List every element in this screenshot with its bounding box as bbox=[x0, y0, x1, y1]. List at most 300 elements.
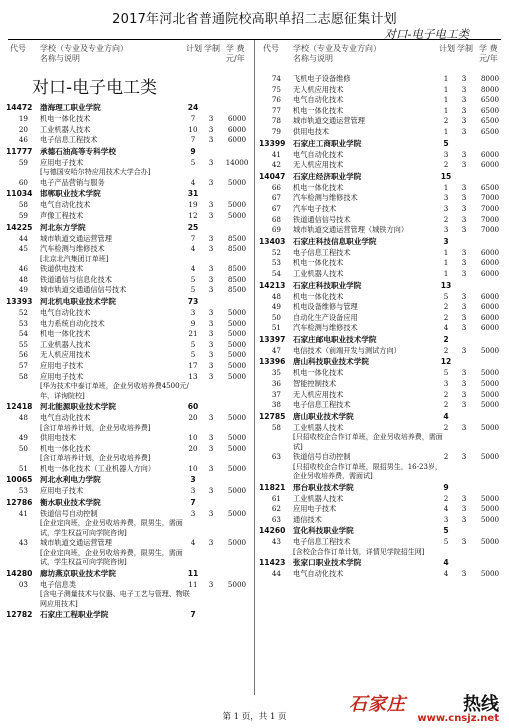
major-row bbox=[263, 313, 503, 324]
major-fee: 5000 bbox=[480, 379, 500, 389]
entry-note: [企业定向班，企业另收培养费，限男生，需面试，学生权益可向学院咨询] bbox=[40, 548, 183, 567]
major-name: 自动化生产设备应用 bbox=[293, 312, 358, 322]
major-row bbox=[10, 285, 250, 296]
major-years: 3 bbox=[461, 504, 467, 514]
major-name: 工业机器人技术 bbox=[293, 493, 344, 503]
major-code: 58 bbox=[18, 200, 28, 210]
major-name: 机电一体化技术 bbox=[293, 105, 344, 115]
major-fee: 5000 bbox=[227, 339, 247, 349]
school-name: 宣化科技职业学院 bbox=[293, 526, 354, 536]
header-fee-line1: 学 费 bbox=[226, 44, 245, 53]
major-plan: 4 bbox=[190, 177, 196, 187]
major-name: 机电一体化技术 bbox=[40, 443, 91, 453]
major-row bbox=[263, 569, 503, 580]
major-plan: 3 bbox=[443, 225, 449, 235]
major-name: 铁道信号自动控制 bbox=[40, 508, 98, 518]
major-name: 汽车检测与维修技术 bbox=[40, 244, 105, 254]
school-row bbox=[259, 280, 503, 292]
major-code: 76 bbox=[271, 95, 281, 105]
school-name: 石家庄工程职业学院 bbox=[40, 609, 109, 619]
major-fee: 5000 bbox=[227, 350, 247, 360]
major-row bbox=[10, 580, 250, 591]
school-plan: 31 bbox=[187, 189, 199, 199]
major-name: 供用电技术 bbox=[40, 432, 76, 442]
major-row bbox=[263, 537, 503, 548]
school-plan: 7 bbox=[190, 609, 196, 619]
major-years: 3 bbox=[461, 323, 467, 333]
major-name: 铁道供电技术 bbox=[40, 264, 84, 274]
school-plan: 9 bbox=[190, 146, 196, 156]
major-plan: 1 bbox=[443, 74, 449, 83]
major-name: 电气自动化技术 bbox=[40, 412, 91, 422]
school-row bbox=[6, 102, 250, 114]
header-school-line2: 名称与说明 bbox=[293, 54, 333, 63]
header-school-line1: 学校（专业及专业方向） bbox=[40, 44, 128, 53]
major-plan: 10 bbox=[188, 432, 198, 442]
left-column bbox=[6, 42, 250, 621]
major-row bbox=[10, 340, 250, 351]
major-fee: 6500 bbox=[480, 182, 500, 192]
header-plan: 计划 bbox=[439, 44, 455, 53]
school-row bbox=[6, 401, 250, 413]
major-code: 67 bbox=[271, 193, 281, 203]
major-years: 3 bbox=[208, 244, 214, 254]
major-years: 3 bbox=[461, 203, 467, 213]
school-name: 河北水利电力学院 bbox=[40, 475, 101, 485]
major-row bbox=[263, 225, 503, 236]
major-plan: 3 bbox=[443, 193, 449, 203]
major-code: 45 bbox=[18, 244, 28, 254]
watermark bbox=[349, 690, 499, 724]
major-years: 3 bbox=[461, 116, 467, 126]
major-years: 3 bbox=[208, 307, 214, 317]
major-name: 机电一体化技术 bbox=[40, 114, 91, 123]
school-name: 河北机电职业技术学院 bbox=[40, 296, 116, 306]
major-name: 无人机应用技术 bbox=[293, 84, 344, 94]
major-years: 3 bbox=[208, 463, 214, 473]
major-name: 机电一体化技术 bbox=[293, 291, 344, 301]
major-years: 3 bbox=[208, 350, 214, 360]
major-row bbox=[263, 248, 503, 259]
major-row bbox=[10, 244, 250, 255]
major-fee: 5000 bbox=[480, 368, 500, 378]
major-plan: 1 bbox=[443, 258, 449, 268]
major-fee: 7000 bbox=[480, 214, 500, 224]
column-divider bbox=[254, 40, 255, 695]
major-fee: 5000 bbox=[227, 200, 247, 210]
major-plan: 4 bbox=[190, 244, 196, 254]
major-fee: 5000 bbox=[227, 486, 247, 496]
entry-note: [含校企合作订单计划，详情见学院招生网] bbox=[293, 548, 425, 557]
school-name: 石家庄科技职业学院 bbox=[293, 280, 362, 290]
major-years: 3 bbox=[461, 345, 467, 355]
school-plan: 5 bbox=[443, 526, 449, 536]
major-name: 城市轨道交通运营管理 bbox=[40, 233, 112, 243]
major-fee: 5000 bbox=[480, 504, 500, 514]
major-plan: 13 bbox=[188, 371, 198, 381]
major-name: 城市轨道交通运营管理 bbox=[293, 116, 365, 126]
major-plan: 2 bbox=[443, 345, 449, 355]
major-row bbox=[10, 444, 250, 455]
major-fee: 7000 bbox=[480, 203, 500, 213]
major-years: 3 bbox=[461, 291, 467, 301]
entry-note: [企业定向班，企业另收培养费，限男生，需面试，学生权益可向学院咨询] bbox=[40, 519, 183, 537]
major-years: 3 bbox=[461, 258, 467, 268]
major-plan: 19 bbox=[188, 200, 198, 210]
right-rows bbox=[259, 74, 503, 580]
major-years: 3 bbox=[208, 285, 214, 295]
major-plan: 5 bbox=[190, 285, 196, 295]
school-plan: 3 bbox=[190, 475, 196, 485]
major-row bbox=[10, 234, 250, 245]
major-row bbox=[263, 400, 503, 411]
school-code: 11777 bbox=[6, 146, 33, 156]
major-years: 3 bbox=[461, 493, 467, 503]
major-code: 57 bbox=[18, 360, 28, 370]
major-code: 60 bbox=[18, 177, 28, 187]
major-name: 电信技术（前端开发与测试方向） bbox=[293, 345, 401, 355]
major-code: 49 bbox=[271, 302, 281, 312]
major-name: 飞机电子设备维修 bbox=[293, 74, 351, 83]
major-years: 3 bbox=[208, 274, 214, 284]
major-years: 3 bbox=[461, 452, 467, 462]
major-years: 3 bbox=[461, 422, 467, 432]
major-fee: 5000 bbox=[227, 463, 247, 473]
major-name: 工业机器人技术 bbox=[293, 422, 344, 432]
major-years: 3 bbox=[461, 74, 467, 83]
major-name: 无人机应用技术 bbox=[40, 350, 91, 360]
major-name: 电气自动化技术 bbox=[293, 569, 344, 579]
major-years: 3 bbox=[461, 514, 467, 524]
major-years: 3 bbox=[461, 268, 467, 278]
major-fee: 5000 bbox=[480, 569, 500, 579]
major-years: 3 bbox=[461, 379, 467, 389]
major-row bbox=[263, 204, 503, 215]
major-row bbox=[263, 95, 503, 106]
major-code: 75 bbox=[271, 84, 281, 94]
major-code: 53 bbox=[18, 318, 28, 328]
major-fee: 6000 bbox=[227, 124, 247, 134]
major-row bbox=[10, 350, 250, 361]
major-code: 49 bbox=[18, 285, 28, 295]
major-plan: 11 bbox=[188, 579, 198, 589]
major-plan: 2 bbox=[443, 116, 449, 126]
school-code: 14225 bbox=[6, 222, 33, 232]
major-years: 3 bbox=[208, 114, 214, 123]
major-code: 53 bbox=[18, 486, 28, 496]
major-name: 电力系统自动化技术 bbox=[40, 318, 105, 328]
major-row bbox=[263, 116, 503, 127]
major-years: 3 bbox=[208, 210, 214, 220]
major-plan: 7 bbox=[190, 135, 196, 145]
major-code: 50 bbox=[18, 443, 28, 453]
major-row bbox=[263, 74, 503, 85]
major-name: 铁道通信信号技术 bbox=[293, 214, 351, 224]
major-name: 应用电子技术 bbox=[40, 486, 84, 496]
major-years: 3 bbox=[461, 160, 467, 170]
major-code: 03 bbox=[18, 579, 28, 589]
school-name: 张家口职业技术学院 bbox=[293, 558, 362, 568]
major-plan: 4 bbox=[443, 323, 449, 333]
major-code: 35 bbox=[271, 368, 281, 378]
major-row bbox=[263, 258, 503, 269]
major-plan: 21 bbox=[188, 329, 198, 339]
major-plan: 1 bbox=[443, 84, 449, 94]
major-name: 无人机应用技术 bbox=[293, 160, 344, 170]
major-row bbox=[10, 361, 250, 372]
left-rows bbox=[6, 102, 250, 621]
major-name: 机电设备维修与管理 bbox=[293, 302, 358, 312]
major-code: 51 bbox=[18, 463, 28, 473]
school-row bbox=[6, 188, 250, 200]
major-row bbox=[10, 211, 250, 222]
school-code: 12786 bbox=[6, 497, 33, 507]
table-header-right bbox=[263, 42, 503, 74]
school-code: 14280 bbox=[6, 568, 33, 578]
page-subtitle: 对口-电子电工类 bbox=[384, 27, 469, 41]
major-fee: 5000 bbox=[480, 400, 500, 410]
school-plan: 15 bbox=[440, 171, 452, 181]
major-code: 44 bbox=[18, 233, 28, 243]
major-code: 37 bbox=[271, 389, 281, 399]
major-name: 铁道信号自动控制 bbox=[293, 452, 351, 462]
major-name: 机电一体化技术 bbox=[293, 368, 344, 378]
major-years: 3 bbox=[461, 214, 467, 224]
school-name: 河北东方学院 bbox=[40, 222, 86, 232]
major-fee: 8500 bbox=[227, 274, 247, 284]
header-code: 代号 bbox=[10, 44, 26, 53]
school-code: 14213 bbox=[259, 280, 286, 290]
major-fee: 5000 bbox=[227, 443, 247, 453]
school-row bbox=[259, 411, 503, 423]
major-code: 78 bbox=[271, 116, 281, 126]
major-plan: 12 bbox=[188, 210, 198, 220]
major-plan: 20 bbox=[188, 443, 198, 453]
major-fee: 5000 bbox=[480, 514, 500, 524]
major-fee: 8000 bbox=[480, 84, 500, 94]
school-name: 渤海理工职业学院 bbox=[40, 103, 101, 112]
major-years: 3 bbox=[461, 95, 467, 105]
major-code: 56 bbox=[18, 350, 28, 360]
major-fee: 6500 bbox=[480, 105, 500, 115]
major-row bbox=[263, 390, 503, 401]
major-name: 电气自动化技术 bbox=[40, 200, 91, 210]
major-years: 3 bbox=[208, 538, 214, 548]
major-fee: 5000 bbox=[480, 345, 500, 355]
school-row bbox=[259, 236, 503, 248]
header-fee-line2: 元/年 bbox=[479, 54, 498, 63]
major-fee: 6000 bbox=[480, 312, 500, 322]
major-code: 77 bbox=[271, 105, 281, 115]
major-code: 54 bbox=[18, 329, 28, 339]
major-name: 智能控制技术 bbox=[293, 379, 337, 389]
major-years: 3 bbox=[208, 177, 214, 187]
major-plan: 4 bbox=[190, 264, 196, 274]
major-row bbox=[10, 413, 250, 424]
major-years: 3 bbox=[208, 157, 214, 167]
major-code: 55 bbox=[18, 339, 28, 349]
school-plan: 7 bbox=[190, 497, 196, 507]
major-name: 电气自动化技术 bbox=[40, 307, 91, 317]
major-fee: 5000 bbox=[227, 371, 247, 381]
major-plan: 3 bbox=[443, 514, 449, 524]
major-fee: 5000 bbox=[480, 452, 500, 462]
major-name: 电气自动化技术 bbox=[293, 95, 344, 105]
major-years: 3 bbox=[461, 569, 467, 579]
major-code: 19 bbox=[18, 114, 28, 123]
major-years: 3 bbox=[208, 318, 214, 328]
major-code: 46 bbox=[18, 264, 28, 274]
school-plan: 5 bbox=[443, 138, 449, 148]
school-name: 石家庄工商职业学院 bbox=[293, 138, 362, 148]
school-plan: 60 bbox=[187, 401, 199, 411]
major-fee: 6500 bbox=[480, 116, 500, 126]
major-name: 城市轨道交通运营管理 bbox=[40, 538, 112, 548]
entry-note: [含电子测量技术与仪器、电子工艺与管理、物联网应用技术] bbox=[40, 590, 190, 608]
major-name: 工业机器人技术 bbox=[293, 268, 344, 278]
major-name: 城市轨道交通通信信号技术 bbox=[40, 285, 127, 295]
major-name: 工业机器人技术 bbox=[40, 124, 91, 134]
major-plan: 2 bbox=[443, 302, 449, 312]
major-years: 3 bbox=[208, 339, 214, 349]
major-row bbox=[263, 368, 503, 379]
school-name: 河北能源职业技术学院 bbox=[40, 401, 116, 411]
major-code: 52 bbox=[271, 247, 281, 257]
school-code: 13393 bbox=[6, 296, 33, 306]
major-row bbox=[263, 302, 503, 313]
entry-note: [与德国安哈尔特应用技术大学合办] bbox=[40, 168, 151, 177]
school-code: 13399 bbox=[259, 138, 286, 148]
header-fee-line1: 学 费 bbox=[479, 44, 498, 53]
major-years: 3 bbox=[208, 200, 214, 210]
major-plan: 4 bbox=[190, 538, 196, 548]
major-fee: 6000 bbox=[480, 247, 500, 257]
major-fee: 5000 bbox=[480, 493, 500, 503]
major-fee: 5000 bbox=[227, 538, 247, 548]
school-plan: 25 bbox=[187, 222, 199, 232]
major-code: 42 bbox=[271, 160, 281, 170]
major-fee: 5000 bbox=[227, 329, 247, 339]
major-row bbox=[263, 183, 503, 194]
major-name: 电子信息类 bbox=[40, 579, 76, 589]
major-code: 58 bbox=[271, 422, 281, 432]
major-code: 53 bbox=[271, 258, 281, 268]
major-years: 3 bbox=[208, 412, 214, 422]
major-row bbox=[263, 504, 503, 515]
major-row bbox=[263, 423, 503, 434]
school-name: 邢台职业技术学院 bbox=[293, 482, 354, 492]
major-row bbox=[10, 329, 250, 340]
header-school-line1: 学校（专业及专业方向） bbox=[293, 44, 381, 53]
school-plan: 2 bbox=[443, 334, 449, 344]
major-plan: 2 bbox=[443, 160, 449, 170]
major-fee: 5000 bbox=[480, 389, 500, 399]
major-years: 3 bbox=[461, 225, 467, 235]
major-years: 3 bbox=[208, 443, 214, 453]
major-name: 电子信息工程技术 bbox=[40, 135, 98, 145]
major-plan: 3 bbox=[190, 307, 196, 317]
major-plan: 1 bbox=[443, 95, 449, 105]
school-plan: 3 bbox=[443, 236, 449, 246]
right-column bbox=[259, 42, 503, 580]
major-fee: 6000 bbox=[480, 302, 500, 312]
header-school-line2: 名称与说明 bbox=[40, 54, 80, 63]
school-row bbox=[6, 474, 250, 486]
major-row bbox=[10, 538, 250, 549]
major-years: 3 bbox=[461, 84, 467, 94]
school-row bbox=[6, 609, 250, 621]
major-plan: 2 bbox=[443, 214, 449, 224]
major-fee: 5000 bbox=[227, 579, 247, 589]
major-name: 汽车检测与维修技术 bbox=[293, 323, 358, 333]
school-name: 石家庄科技信息职业学院 bbox=[293, 236, 377, 246]
major-years: 3 bbox=[208, 371, 214, 381]
major-years: 3 bbox=[208, 432, 214, 442]
major-row bbox=[263, 106, 503, 117]
major-fee: 6000 bbox=[227, 114, 247, 123]
major-row bbox=[10, 114, 250, 125]
major-fee: 14000 bbox=[225, 157, 249, 167]
major-row bbox=[263, 193, 503, 204]
major-fee: 7000 bbox=[480, 193, 500, 203]
major-plan: 1 bbox=[443, 182, 449, 192]
entry-note: [北京北汽集团订单班] bbox=[40, 254, 109, 263]
major-fee: 5000 bbox=[227, 307, 247, 317]
school-code: 11821 bbox=[259, 482, 286, 492]
school-code: 11034 bbox=[6, 189, 33, 199]
major-code: 52 bbox=[18, 307, 28, 317]
school-name: 石家庄经济职业学院 bbox=[293, 171, 362, 181]
major-name: 应用电子技术 bbox=[293, 504, 337, 514]
school-plan: 4 bbox=[443, 411, 449, 421]
major-years: 3 bbox=[208, 124, 214, 134]
major-fee: 5000 bbox=[227, 412, 247, 422]
entry-note: [只招收校企合作订单班，限招男生，16-23岁，企业另收培养费，需面试] bbox=[293, 462, 442, 481]
major-years: 3 bbox=[208, 360, 214, 370]
major-code: 61 bbox=[271, 493, 281, 503]
major-fee: 5000 bbox=[227, 508, 247, 518]
school-row bbox=[6, 568, 250, 580]
major-name: 声像工程技术 bbox=[40, 210, 84, 220]
major-name: 机电一体化技术 bbox=[293, 258, 344, 268]
major-years: 3 bbox=[461, 400, 467, 410]
major-plan: 10 bbox=[188, 124, 198, 134]
major-years: 3 bbox=[208, 233, 214, 243]
major-code: 48 bbox=[18, 412, 28, 422]
major-plan: 5 bbox=[190, 339, 196, 349]
major-fee: 5000 bbox=[227, 210, 247, 220]
major-fee: 8000 bbox=[480, 74, 500, 83]
major-row bbox=[10, 319, 250, 330]
major-row bbox=[10, 135, 250, 146]
entry-note: [含订单培养计划，企业另收培养费] bbox=[40, 423, 151, 432]
major-code: 68 bbox=[271, 214, 281, 224]
major-name: 应用电子技术 bbox=[40, 157, 84, 167]
major-code: 38 bbox=[271, 400, 281, 410]
major-plan: 5 bbox=[443, 368, 449, 378]
major-fee: 6500 bbox=[480, 126, 500, 136]
school-plan: 13 bbox=[440, 280, 452, 290]
school-row bbox=[6, 497, 250, 509]
major-code: 41 bbox=[271, 149, 281, 159]
major-fee: 8500 bbox=[227, 244, 247, 254]
table-header-left bbox=[10, 42, 250, 74]
school-plan: 4 bbox=[443, 558, 449, 568]
school-name: 承德石油高等专科学校 bbox=[40, 146, 116, 156]
school-code: 14472 bbox=[6, 103, 33, 112]
major-name: 无人机应用技术 bbox=[293, 389, 344, 399]
school-row bbox=[6, 146, 250, 158]
